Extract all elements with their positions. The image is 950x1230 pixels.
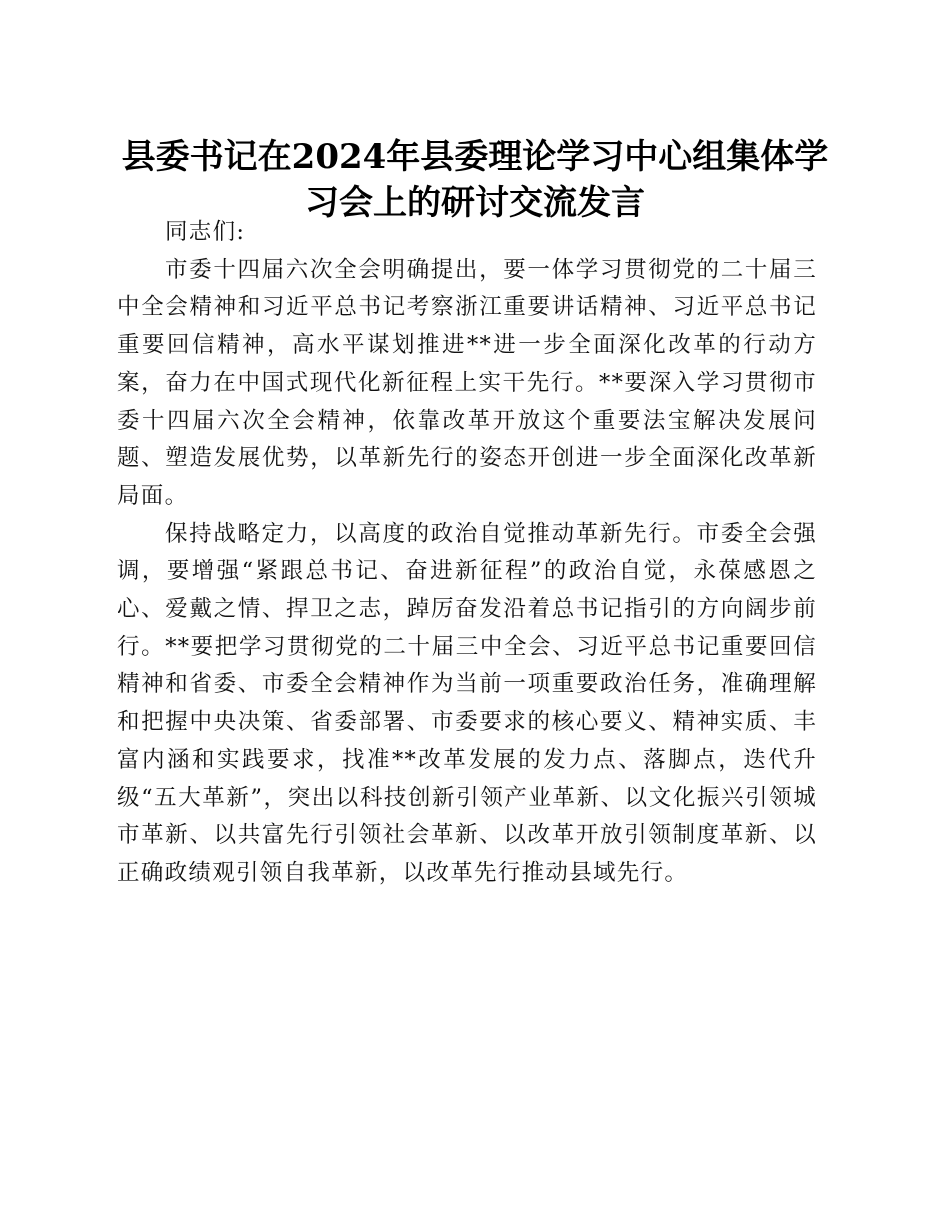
salutation: 同志们:: [165, 219, 246, 245]
paragraph-2: 保持战略定力，以高度的政治自觉推动革新先行。市委全会强调，要增强“紧跟总书记、奋进新征程”的政治自觉，永葆感恩之心、爱戴之情、捍卫之志，踔厉奋发沿着总书记指引的方向阔步前行。**要把学习贯彻党的二十届三中全会、习近平总书记重要回信精神和省委、市委全会精神作为当前一项重要政治任务，准确理解和把握中央决策、省委部署、市委要求的核心要义、精神实质、丰富内涵和实践要求，找准**改革发展的发力点、落脚点，迭代升级“五大革新”，突出以科技创新引领产业革新、以文化振兴引领城市革新、以共富先行引领社会革新、以改革开放引领制度革新、以正确政绩观引领自我革新，以改革先行推动县域先行。: [117, 520, 817, 886]
document-body: [117, 214, 817, 893]
document-title: 县委书记在2024年县委理论学习中心组集体学习会上的研讨交流发言: [121, 137, 829, 223]
paragraph-1: 市委十四届六次全会明确提出，要一体学习贯彻党的二十届三中全会精神和习近平总书记考察浙江重要讲话精神、习近平总书记重要回信精神，高水平谋划推进**进一步全面深化改革的行动方案，奋力在中国式现代化新征程上实干先行。**要深入学习贯彻市委十四届六次全会精神，依靠改革开放这个重要法宝解决发展问题、塑造发展优势，以革新先行的姿态开创进一步全面深化改革新局面。: [117, 256, 817, 509]
